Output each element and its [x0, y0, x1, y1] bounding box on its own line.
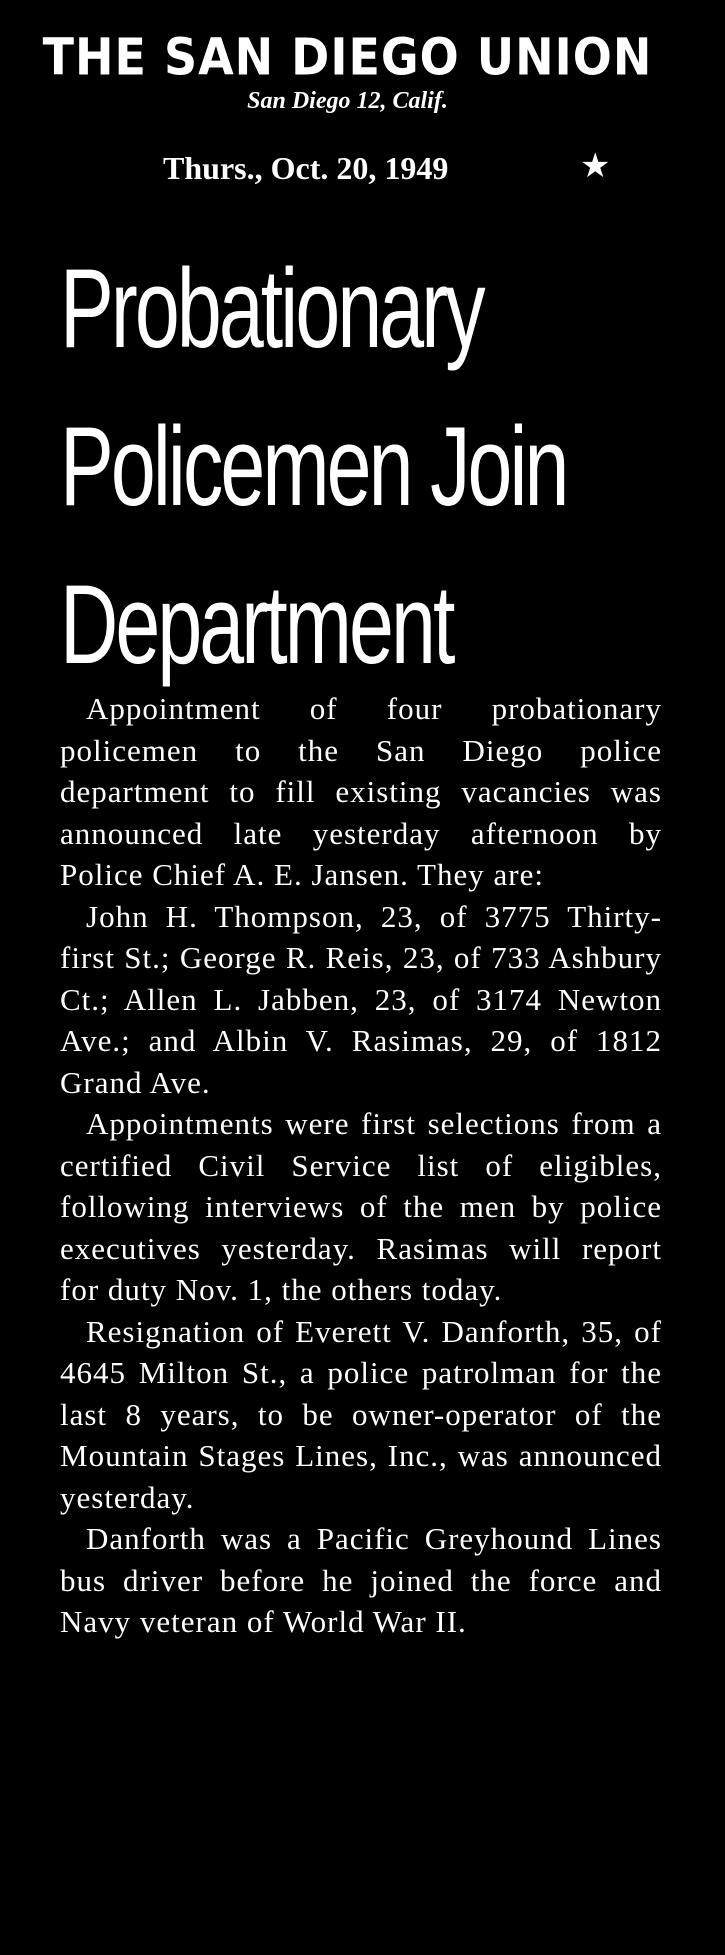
article-paragraph-2: John H. Thompson, 23, of 3775 Thirty-first St.; George R. Reis, 23, of 733 Ashbury Ct.; Allen L. Jabben, 23, of 3174 Newton Ave.; and Albin V. Rasimas, 29, of 1812 Grand Ave.: [60, 898, 662, 1100]
article-paragraph-5: Danforth was a Pacific Greyhound Lines bus driver before he joined the force and Navy veteran of World War II.: [60, 1521, 662, 1639]
masthead: [0, 27, 725, 118]
newspaper-location: San Diego 12, Calif.: [247, 88, 448, 114]
star-icon: ★: [580, 146, 611, 186]
article-headline: [60, 230, 567, 704]
article-paragraph-4: Resignation of Everett V. Danforth, 35, of 4645 Milton St., a police patrolman for the last 8 years, to be owner-operator of the Mountain Stages Lines, Inc., was announced yesterday.: [60, 1313, 662, 1515]
publication-date: Thurs., Oct. 20, 1949: [163, 150, 449, 186]
article-paragraph-3: Appointments were first selections from a certified Civil Service list of eligibles, following interviews of the men by police executives yesterday. Rasimas will report for duty Nov. 1, the others today.: [60, 1106, 662, 1307]
newspaper-name: THE SAN DIEGO UNION: [42, 27, 653, 87]
article-body: [60, 688, 662, 1643]
article-paragraph-1: Appointment of four probationary policemen to the San Diego police department to fill existing vacancies was announced late yesterday afternoon by Police Chief A. E. Jansen. They are:: [60, 691, 662, 892]
headline-line-1: Probationary: [60, 246, 483, 371]
headline-line-2: Policemen Join: [60, 404, 567, 529]
headline-line-3: Department: [60, 562, 453, 687]
